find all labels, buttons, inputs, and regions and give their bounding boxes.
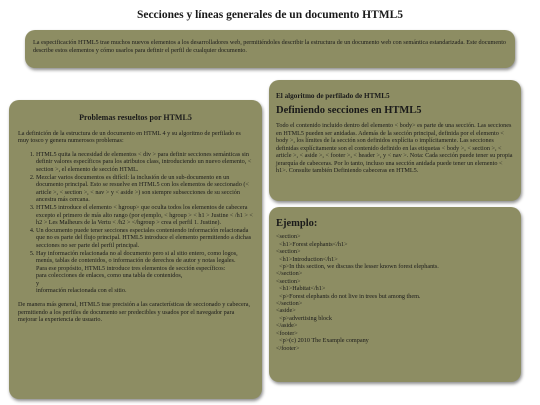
- code-line: </section>: [276, 300, 303, 308]
- algorithm-card: [269, 80, 521, 201]
- code-line: <p>advertising block: [276, 314, 332, 322]
- problems-list-item: 3. HTML5 introduce el elemento < hgroup> que oculta todos los elementos de cabecera excepto el primero de más alto rango (por ejemplo, < hgroup > < h1 > Justine < /h1 > < h2 > Les Malheurs de la Vertu < /h2 > </hgroup > crea el perfil 1. Justine).: [36, 204, 253, 227]
- intro-card: [25, 30, 515, 68]
- problems-closing: De manera más general, HTML5 trae precisión a las características de seccionado y cabecera, permitiendo a los perfiles de documento ser predecibles y usados por el navegador para mejorar la experiencia de usuario.: [18, 301, 251, 324]
- problems-heading: Problemas resueltos por HTML5: [79, 113, 192, 122]
- example-heading: Ejemplo:: [276, 218, 318, 229]
- problems-lead: La definición de la estructura de un documento en HTML 4 y su algoritmo de perfilado es muy tosco y genera numerosos problemas:: [18, 129, 241, 145]
- problems-card: [9, 100, 262, 399]
- problems-list-item: 1. HTML5 quita la necesidad de elementos < div > para definir secciones semánticas sin definir valores específicos para los atributos class, introduciendo un nuevo elemento, < section >, el elemento de sección HTML.: [36, 151, 253, 174]
- algorithm-text: Todo el contenido incluido dentro del elemento < body> es parte de una sección. Las secciones en HTML5 pueden ser anidadas. Además de la sección principal, definida por el elemento < body >, los límites de la sección son definidos explícita o implícitamente. Las secciones definidas explícitamente son el contenido definido en las etiquetas < body >, < section >, < article >, < aside >, < footer >, < header >, y < nav >. Nota: Cada sección puede tener su propia jerarquía de cabeceras. Por lo tanto, incluso una sección anidada puede tener un elemento < h1>. Consulte también Definiendo cabeceras en HTML5.: [276, 122, 513, 174]
- code-line: <p>Forest elephants do not live in trees but among them.: [276, 292, 421, 300]
- problems-list-item: 2. Mezclar varios documentos es difícil: la inclusión de un sub-documento en un documento principal. Esto se resuelve en HTML5 con los elementos de seccionado (< article >, < section >, < nav > y < aside >) son siempre subsecciones de su sección ancestra más cercana.: [36, 174, 253, 204]
- algorithm-kicker: El algoritmo de perfilado de HTML5: [276, 92, 390, 100]
- page-title: Secciones y líneas generales de un documento HTML5: [136, 9, 404, 21]
- code-line: </footer>: [276, 344, 300, 352]
- problems-list-item: 5. Hay información relacionada no al documento pero si al sitio entero, como logos, menús, tablas de contenidos, o información de derechos de autor y notas legales. Para ese propósito, HTML5 introduce tres elementos de sección específicos: para colecciones de enlaces, como una tabla de contenidos, y información relacionada con el sitio.: [36, 250, 253, 296]
- problems-list-item: 4. Un documento puede tener secciones especiales conteniendo información relacionada que no es parte del flujo principal. HTML5 introduce el elemento permitiendo a dichas secciones no ser parte del perfil principal.: [36, 227, 253, 250]
- code-line: <aside>: [276, 307, 296, 315]
- code-line: </aside>: [276, 322, 298, 330]
- code-line: <p>In this section, we discuss the lesser known forest elephants.: [276, 263, 439, 271]
- code-line: <section>: [276, 248, 301, 256]
- code-line: <h1>Habitat</h1>: [276, 285, 326, 293]
- algorithm-heading: Definiendo secciones en HTML5: [276, 105, 422, 116]
- code-line: <section>: [276, 233, 301, 241]
- example-card: [269, 207, 521, 382]
- code-line: <h1>Introduction</h1>: [276, 255, 338, 263]
- problems-list: [18, 151, 253, 295]
- example-code: [276, 233, 514, 352]
- code-line: <h1>Forest elephants</h1>: [276, 240, 348, 248]
- code-line: </section>: [276, 270, 303, 278]
- code-line: <footer>: [276, 329, 298, 337]
- code-line: <section>: [276, 277, 301, 285]
- intro-text: La especificación HTML5 trae muchos nuevos elementos a los desarrolladores web, permitiéndoles describir la estructura de un documento web con semántica estandarizada. Este documento describe estos elementos y cómo usarlos para definir el perfil de cualquier documento.: [33, 39, 507, 54]
- code-line: <p>(c) 2010 The Example company: [276, 337, 369, 345]
